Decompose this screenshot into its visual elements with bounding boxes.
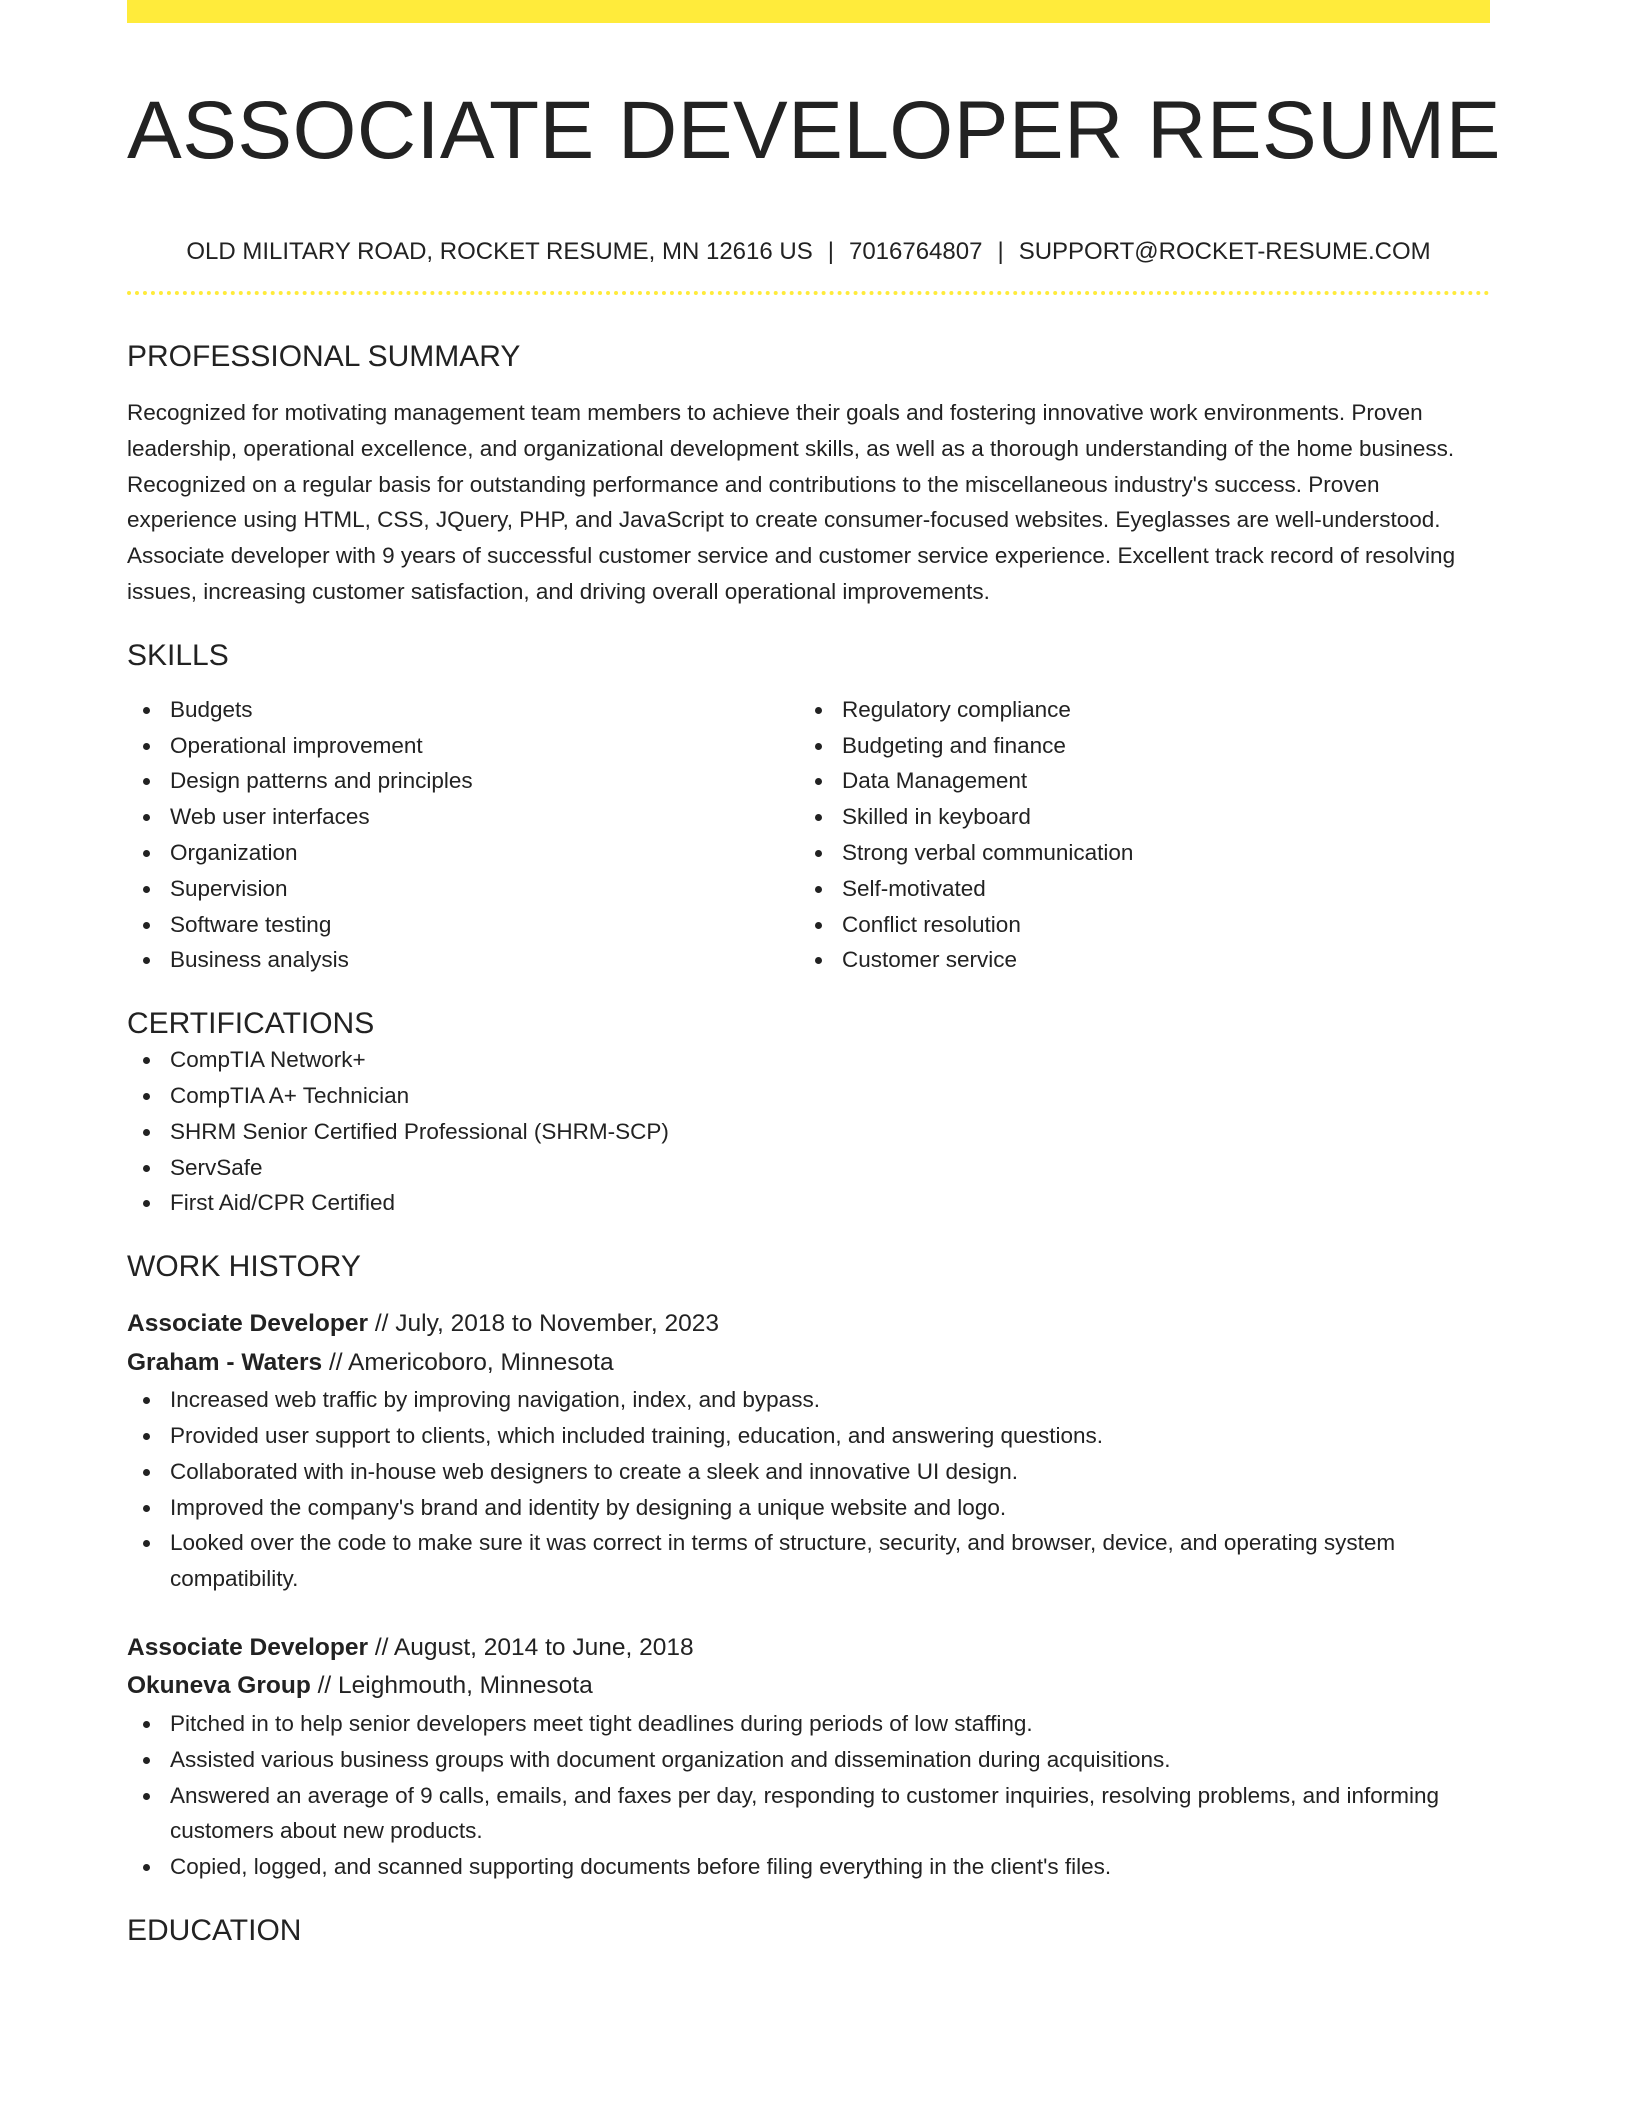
skill-item: Operational improvement	[170, 728, 799, 764]
resume-page	[127, 0, 1501, 1949]
skills-column-left	[127, 692, 799, 978]
job-bullets	[127, 1382, 1490, 1597]
contact-separator: |	[827, 238, 834, 265]
skill-item: Budgeting and finance	[842, 728, 1471, 764]
skill-item: Design patterns and principles	[170, 763, 799, 799]
skill-item: Web user interfaces	[170, 799, 799, 835]
dotted-divider	[127, 291, 1490, 295]
certification-item: CompTIA A+ Technician	[170, 1078, 1490, 1114]
certification-item: First Aid/CPR Certified	[170, 1185, 1490, 1221]
summary-text: Recognized for motivating management team members to achieve their goals and fostering innovative work environments. Proven leadership, operational excellence, and organizational development skills, as well as a thorough understanding of the home business. Recognized on a regular basis for outstanding performance and contributions to the miscellaneous industry's success. Proven experience using HTML, CSS, JQuery, PHP, and JavaScript to create consumer-focused websites. Eyeglasses are well-understood. Associate developer with 9 years of successful customer service and customer service experience. Excellent track record of resolving issues, increasing customer satisfaction, and driving overall operational improvements.	[127, 400, 1456, 604]
skill-item: Data Management	[842, 763, 1471, 799]
job-bullet: Improved the company's brand and identity by designing a unique website and logo.	[170, 1490, 1490, 1526]
skills-list-left	[127, 692, 799, 978]
job-bullet: Collaborated with in-house web designers to create a sleek and innovative UI design.	[170, 1454, 1490, 1490]
certification-item: SHRM Senior Certified Professional (SHRM-SCP)	[170, 1114, 1490, 1150]
contact-address: OLD MILITARY ROAD, ROCKET RESUME, MN 12616 US	[186, 238, 813, 265]
skill-item: Strong verbal communication	[842, 835, 1471, 871]
job-bullet: Provided user support to clients, which included training, education, and answering questions.	[170, 1418, 1490, 1454]
skill-item: Software testing	[170, 907, 799, 943]
job-dates: // August, 2014 to June, 2018	[368, 1633, 694, 1661]
job-role: Associate Developer	[127, 1633, 369, 1661]
skill-item: Supervision	[170, 871, 799, 907]
job-bullet: Increased web traffic by improving navigation, index, and bypass.	[170, 1382, 1490, 1418]
job-bullet: Pitched in to help senior developers meet tight deadlines during periods of low staffing.	[170, 1706, 1490, 1742]
skill-item: Self-motivated	[842, 871, 1471, 907]
contact-phone: 7016764807	[848, 238, 983, 265]
job-role: Associate Developer	[127, 1310, 369, 1338]
job-location: // Americoboro, Minnesota	[322, 1348, 614, 1376]
skills-heading: SKILLS	[127, 638, 229, 672]
certification-item: ServSafe	[170, 1150, 1490, 1186]
skill-item: Customer service	[842, 942, 1471, 978]
skill-item: Conflict resolution	[842, 907, 1471, 943]
certifications-list	[127, 1042, 1490, 1221]
job-role-line	[127, 1629, 1490, 1668]
education-section	[127, 1913, 1490, 1949]
job-company: Okuneva Group	[127, 1672, 311, 1700]
skill-item: Regulatory compliance	[842, 692, 1471, 728]
summary-heading: PROFESSIONAL SUMMARY	[127, 340, 521, 373]
skills-list-right	[799, 692, 1471, 978]
job-bullet: Assisted various business groups with document organization and dissemination during acquisitions.	[170, 1742, 1490, 1778]
work-history-heading: WORK HISTORY	[127, 1250, 361, 1284]
skills-section	[127, 638, 1490, 978]
certifications-section	[127, 1006, 1490, 1221]
accent-top-bar	[127, 0, 1490, 23]
job-dates: // July, 2018 to November, 2023	[368, 1310, 719, 1338]
job-bullet: Copied, logged, and scanned supporting documents before filing everything in the client's files.	[170, 1849, 1490, 1885]
skills-grid	[127, 692, 1490, 978]
job-company-line	[127, 1344, 1490, 1383]
certifications-heading: CERTIFICATIONS	[127, 1007, 375, 1041]
contact-email: SUPPORT@ROCKET-RESUME.COM	[1018, 238, 1431, 265]
certification-item: CompTIA Network+	[170, 1042, 1490, 1078]
skill-item: Budgets	[170, 692, 799, 728]
job-entry	[127, 1629, 1490, 1885]
job-bullet: Looked over the code to make sure it was correct in terms of structure, security, and browser, device, and operating system compatibility.	[170, 1525, 1490, 1597]
job-company-line	[127, 1667, 1490, 1706]
job-role-line	[127, 1305, 1490, 1344]
skill-item: Skilled in keyboard	[842, 799, 1471, 835]
skill-item: Business analysis	[170, 942, 799, 978]
job-location: // Leighmouth, Minnesota	[310, 1672, 593, 1700]
job-bullet: Answered an average of 9 calls, emails, and faxes per day, responding to customer inquiries, resolving problems, and informing customers about new products.	[170, 1778, 1490, 1850]
contact-separator: |	[997, 238, 1004, 265]
skills-column-right	[799, 692, 1471, 978]
work-history-section	[127, 1249, 1490, 1885]
job-bullets	[127, 1706, 1490, 1885]
education-heading: EDUCATION	[127, 1913, 302, 1947]
summary-section	[127, 339, 1490, 610]
job-company: Graham - Waters	[127, 1348, 323, 1376]
skill-item: Organization	[170, 835, 799, 871]
job-entry	[127, 1305, 1490, 1597]
resume-title: ASSOCIATE DEVELOPER RESUME	[127, 85, 1501, 176]
contact-line	[127, 237, 1490, 267]
